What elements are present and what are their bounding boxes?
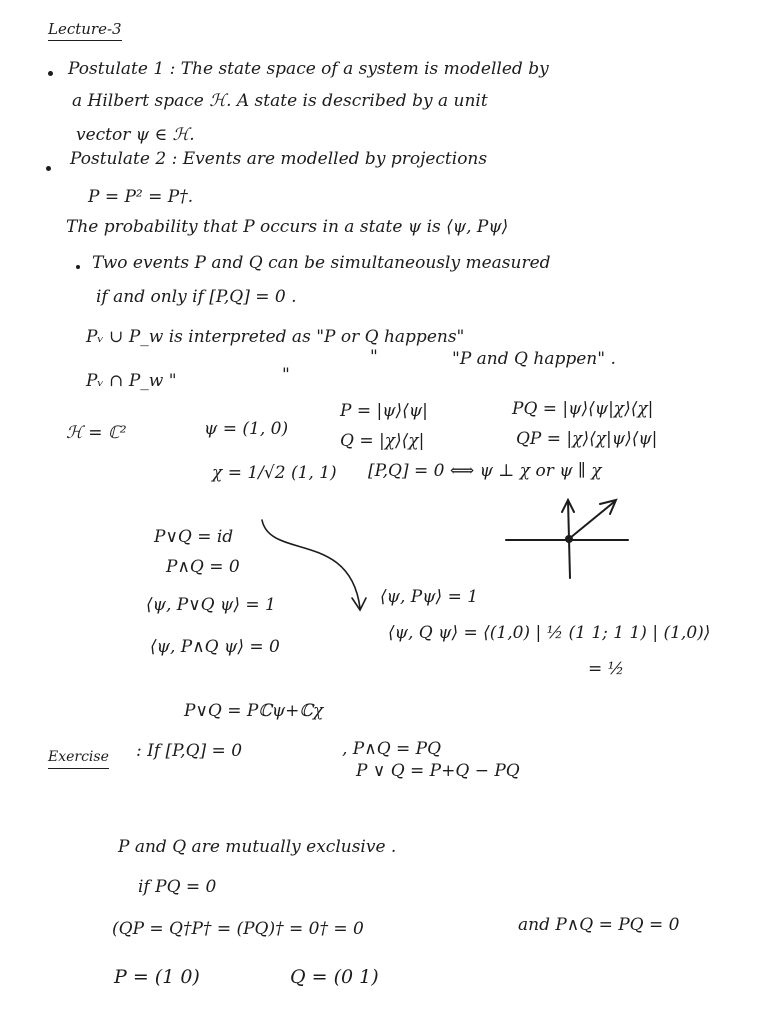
intersection-line: Pᵥ ∩ P_w " <box>86 371 177 391</box>
expectation-join: ⟨ψ, P∨Q ψ⟩ = 1 <box>146 595 276 615</box>
exercise-meet: , P∧Q = PQ <box>342 739 442 759</box>
expectation-meet: ⟨ψ, P∧Q ψ⟩ = 0 <box>150 637 280 657</box>
q-projector: Q = |χ⟩⟨χ| <box>340 431 425 451</box>
exercise-join: P ∨ Q = P+Q − PQ <box>356 761 520 781</box>
join-span: P∨Q = Pℂψ+ℂχ <box>184 701 324 721</box>
adjoint-chain: (QP = Q†P† = (PQ)† = 0† = 0 <box>112 919 364 939</box>
half-result: = ½ <box>588 659 625 679</box>
exercise-label: Exercise <box>48 746 109 769</box>
exercise-condition: : If [P,Q] = 0 <box>136 741 243 761</box>
simultaneous-measure-line: Two events P and Q can be simultaneously measured <box>92 253 551 273</box>
hilbert-space-c2: ℋ = ℂ² <box>66 423 127 443</box>
mutually-exclusive-line: P and Q are mutually exclusive . <box>118 837 397 857</box>
commutation-criterion: [P,Q] = 0 ⟺ ψ ⊥ χ or ψ ∥ χ <box>368 461 602 481</box>
commutator-condition: if and only if [P,Q] = 0 . <box>96 287 297 307</box>
q-matrix: Q = (0 1) <box>290 966 379 988</box>
meet-zero: P∧Q = 0 <box>166 557 240 577</box>
postulate-2-line: Postulate 2 : Events are modelled by projections <box>70 149 488 169</box>
join-identity: P∨Q = id <box>154 527 234 547</box>
exclusive-condition: if PQ = 0 <box>138 877 217 897</box>
and-interpretation: "P and Q happen" . <box>452 349 616 369</box>
expectation-q: ⟨ψ, Q ψ⟩ = ⟨(1,0) | ½ (1 1; 1 1) | (1,0)⟩ <box>388 623 711 643</box>
postulate-1-line: Postulate 1 : The state space of a system is modelled by <box>68 59 549 79</box>
ditto-mark: " <box>282 365 290 385</box>
p-matrix: P = (1 0) <box>114 966 200 988</box>
postulate-1-line: vector ψ ∈ ℋ. <box>76 125 195 145</box>
psi-vector: ψ = (1, 0) <box>204 419 289 439</box>
meet-product-zero: and P∧Q = PQ = 0 <box>518 915 680 935</box>
probability-line: The probability that P occurs in a state ψ is ⟨ψ, Pψ⟩ <box>66 217 509 237</box>
union-line: Pᵥ ∪ P_w is interpreted as "P or Q happens" <box>86 327 465 347</box>
qp-product: QP = |χ⟩⟨χ|ψ⟩⟨ψ| <box>516 429 658 449</box>
ditto-mark: " <box>370 347 378 367</box>
expectation-p: ⟨ψ, Pψ⟩ = 1 <box>380 587 479 607</box>
chi-vector: χ = 1/√2 (1, 1) <box>212 463 337 483</box>
projection-definition: P = P² = P†. <box>88 187 194 207</box>
p-projector: P = |ψ⟩⟨ψ| <box>340 401 428 421</box>
pq-product: PQ = |ψ⟩⟨ψ|χ⟩⟨χ| <box>512 399 654 419</box>
lecture-title: Lecture-3 <box>48 20 122 41</box>
postulate-1-line: a Hilbert space ℋ. A state is described by a unit <box>72 91 488 111</box>
